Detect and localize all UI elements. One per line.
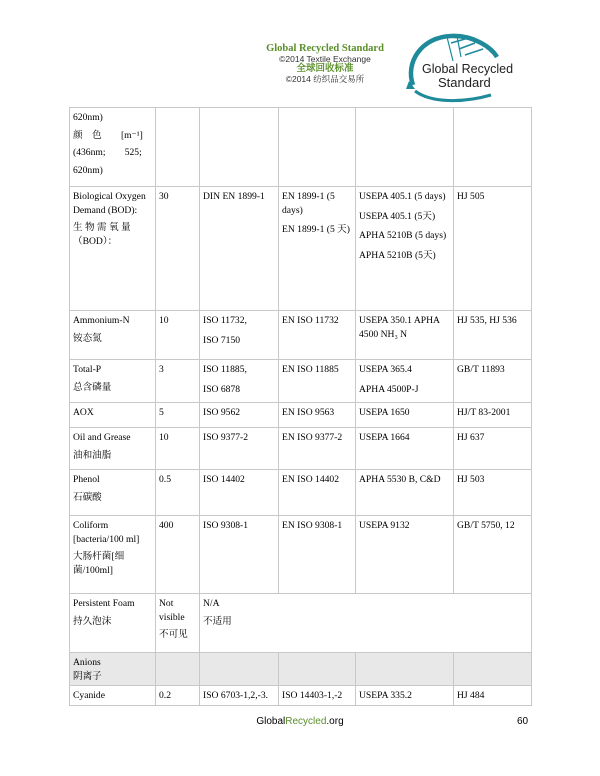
cn-method-cell xyxy=(454,470,532,516)
param-cell xyxy=(70,428,156,470)
cn-method-cell-line: HJ 637 xyxy=(457,432,485,443)
en-method-cell xyxy=(279,428,356,470)
limit-cell: 10 xyxy=(156,428,200,470)
page-number: 60 xyxy=(517,716,529,727)
param-cell-line: 持久泡沫 xyxy=(73,615,112,627)
param-cell-line: 石碳酸 xyxy=(73,491,102,503)
header-title: Global Recycled Standard xyxy=(266,43,384,54)
not-applicable-cell xyxy=(200,594,532,653)
param-cell xyxy=(70,360,156,403)
cn-method-cell: HJ 484 xyxy=(454,686,532,706)
param-cell-line: Persistent Foam xyxy=(73,598,135,609)
empty-cell xyxy=(200,653,279,686)
usepa-method-cell-line: USEPA 405.1 (5 days) xyxy=(359,191,446,202)
limit-cell xyxy=(156,108,200,187)
en-method-cell-line: EN ISO 11732 xyxy=(282,315,339,326)
en-method-cell xyxy=(279,470,356,516)
table-row xyxy=(70,108,532,187)
iso-method-cell xyxy=(200,428,279,470)
iso-method-cell xyxy=(200,516,279,594)
limit-cell-line: 不可见 xyxy=(159,629,188,641)
iso-method-cell-line: ISO 11732, xyxy=(203,315,247,326)
iso-method-cell xyxy=(200,187,279,311)
param-cell xyxy=(70,108,156,187)
empty-cell xyxy=(279,653,356,686)
cn-method-cell xyxy=(454,403,532,428)
usepa-method-cell-line: APHA 4500P-J xyxy=(359,383,419,395)
cn-method-cell-line: HJ 503 xyxy=(457,474,485,485)
cn-method-cell-line: GB/T 5750, 12 xyxy=(457,520,515,531)
section-label xyxy=(70,653,156,686)
cn-method-cell-line: HJ 505 xyxy=(457,191,485,202)
usepa-method-cell-line: USEPA 405.1 (5天) xyxy=(359,210,436,222)
iso-method-cell xyxy=(200,470,279,516)
cn-method-cell-line: HJ/T 83-2001 xyxy=(457,407,511,418)
limit-cell: 0.2 xyxy=(156,686,200,706)
en-method-cell-line: EN ISO 11885 xyxy=(282,364,339,375)
param-cell-line: AOX xyxy=(73,407,94,418)
limit-cell: 400 xyxy=(156,516,200,594)
usepa-method-cell xyxy=(356,187,454,311)
not-applicable-cell-line: N/A xyxy=(203,598,220,609)
iso-method-cell-line: ISO 7150 xyxy=(203,334,241,346)
param-cell-line: 620nm) xyxy=(73,112,103,123)
iso-method-cell xyxy=(200,311,279,360)
limit-cell-line: Not visible xyxy=(159,598,185,623)
param-cell-line: (436nm; 525; xyxy=(73,147,142,159)
en-method-cell: ISO 14403-1,-2 xyxy=(279,686,356,706)
iso-method-cell xyxy=(200,108,279,187)
limit-cell xyxy=(156,594,200,653)
header-copyright-cn: ©2014 纺织品交易所 xyxy=(285,73,365,84)
cn-method-cell xyxy=(454,108,532,187)
footer-url-accent: Recycled xyxy=(285,716,327,727)
en-method-cell xyxy=(279,108,356,187)
usepa-method-cell-line: USEPA 1664 xyxy=(359,432,410,443)
limit-cell: 30 xyxy=(156,187,200,311)
table-row xyxy=(70,187,532,311)
usepa-method-cell xyxy=(356,360,454,403)
not-applicable-cell-line: 不适用 xyxy=(203,615,232,627)
test-methods-table xyxy=(69,107,532,706)
param-cell-line: Phenol xyxy=(73,474,100,485)
section-label-line: Anions xyxy=(73,657,101,668)
logo-line-2: Standard xyxy=(438,75,491,91)
empty-cell xyxy=(356,653,454,686)
en-method-cell-line: EN ISO 14402 xyxy=(282,474,340,485)
param-cell-line: Ammonium-N xyxy=(73,315,130,326)
table-row xyxy=(70,311,532,360)
usepa-method-cell-line: APHA 5210B (5 days) xyxy=(359,230,447,242)
cn-method-cell-line: HJ 535, HJ 536 xyxy=(457,315,517,326)
param-cell xyxy=(70,470,156,516)
param-cell-line: Biological Oxygen Demand (BOD): xyxy=(73,191,146,216)
usepa-method-cell xyxy=(356,108,454,187)
header-title-cn: 全球回收标准 xyxy=(296,64,354,75)
cn-method-cell xyxy=(454,187,532,311)
en-method-cell xyxy=(279,311,356,360)
param-cell-line: Oil and Grease xyxy=(73,432,131,443)
table-row xyxy=(70,686,532,706)
iso-method-cell-line: ISO 6878 xyxy=(203,383,241,395)
param-cell xyxy=(70,594,156,653)
en-method-cell-line: EN 1899-1 (5 days) xyxy=(282,191,335,216)
param-cell-line: 生 物 需 氧 量（BOD）： xyxy=(73,222,131,247)
en-method-cell xyxy=(279,403,356,428)
param-cell-line: 颜 色 [m⁻¹] xyxy=(73,129,143,141)
limit-cell: 0.5 xyxy=(156,470,200,516)
limit-cell: 10 xyxy=(156,311,200,360)
usepa-method-cell xyxy=(356,516,454,594)
cn-method-cell xyxy=(454,516,532,594)
iso-method-cell-line: ISO 14402 xyxy=(203,474,245,485)
param-cell xyxy=(70,311,156,360)
usepa-method-cell xyxy=(356,403,454,428)
param-cell xyxy=(70,516,156,594)
cn-method-cell xyxy=(454,428,532,470)
usepa-method-cell-line: APHA 5210B (5天) xyxy=(359,249,436,261)
footer-url-prefix: Global xyxy=(256,716,286,727)
table-row xyxy=(70,594,532,653)
iso-method-cell-line: ISO 9562 xyxy=(203,407,241,418)
table-row xyxy=(70,428,532,470)
header-copyright: ©2014 Textile Exchange xyxy=(279,53,371,64)
param-cell xyxy=(70,403,156,428)
en-method-cell-line: EN ISO 9377-2 xyxy=(282,432,343,443)
footer-url-suffix: .org xyxy=(326,716,344,727)
iso-method-cell: ISO 6703-1,2,-3. xyxy=(200,686,279,706)
usepa-method-cell-line: USEPA 9132 xyxy=(359,520,410,531)
table-row xyxy=(70,470,532,516)
iso-method-cell-line: ISO 9308-1 xyxy=(203,520,249,531)
param-cell xyxy=(70,187,156,311)
iso-method-cell-line: DIN EN 1899-1 xyxy=(203,191,265,202)
limit-cell: 3 xyxy=(156,360,200,403)
en-method-cell-line: EN ISO 9308-1 xyxy=(282,520,343,531)
usepa-method-cell-line: APHA 5530 B, C&D xyxy=(359,474,441,485)
iso-method-cell xyxy=(200,403,279,428)
iso-method-cell-line: ISO 11885, xyxy=(203,364,247,375)
en-method-cell xyxy=(279,187,356,311)
param-cell-line: Total-P xyxy=(73,364,102,375)
en-method-cell-line: EN 1899-1 (5 天) xyxy=(282,224,350,236)
usepa-method-cell-line: USEPA 365.4 xyxy=(359,364,412,375)
param-cell-line: Coliform [bacteria/100 ml] xyxy=(73,520,140,545)
logo-line-1: Global Recycled xyxy=(422,62,514,76)
usepa-method-cell-line: USEPA 1650 xyxy=(359,407,410,418)
en-method-cell xyxy=(279,360,356,403)
usepa-method-cell: USEPA 335.2 xyxy=(356,686,454,706)
iso-method-cell xyxy=(200,360,279,403)
usepa-method-cell-line: USEPA 350.1 APHA 4500 NH₃ N xyxy=(359,315,440,340)
param-cell-line: 620nm) xyxy=(73,164,103,176)
section-label-line: 阴离子 xyxy=(73,670,102,682)
empty-cell xyxy=(454,653,532,686)
page-header xyxy=(250,43,400,84)
section-row-anions xyxy=(70,653,532,686)
cn-method-cell xyxy=(454,311,532,360)
usepa-method-cell xyxy=(356,470,454,516)
table-row xyxy=(70,516,532,594)
en-method-cell-line: EN ISO 9563 xyxy=(282,407,335,418)
cn-method-cell xyxy=(454,360,532,403)
param-cell: Cyanide xyxy=(70,686,156,706)
param-cell-line: 总含磷量 xyxy=(73,381,112,393)
usepa-method-cell xyxy=(356,428,454,470)
limit-cell: 5 xyxy=(156,403,200,428)
logo-wordmark xyxy=(422,63,534,90)
usepa-method-cell xyxy=(356,311,454,360)
iso-method-cell-line: ISO 9377-2 xyxy=(203,432,249,443)
param-cell-line: 铵态氮 xyxy=(73,332,102,344)
footer-url xyxy=(0,716,600,727)
param-cell-line: 油和油脂 xyxy=(73,449,112,461)
en-method-cell xyxy=(279,516,356,594)
table-row xyxy=(70,403,532,428)
table-row xyxy=(70,360,532,403)
param-cell-line: 大肠杆菌[细菌/100ml] xyxy=(73,551,125,576)
cn-method-cell-line: GB/T 11893 xyxy=(457,364,505,375)
empty-cell xyxy=(156,653,200,686)
